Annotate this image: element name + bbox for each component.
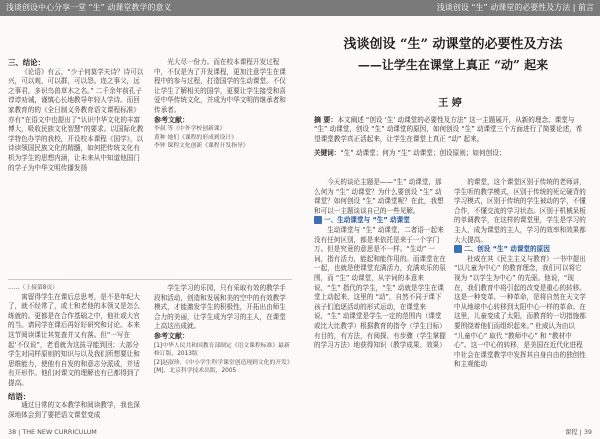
keywords: [314, 149, 586, 158]
reference-item: 李叔 等《中外学校创新课》: [154, 126, 226, 133]
paragraph: 的课堂，这个课堂区别于传统的老师讲，学生听的教学模式，区别于传统的死记硬背的学习模式，区别于传统的学生被动的学，不懂合作，不懂交流的学习状态。区别于机械呆板的单调教学，在这样的课堂里，学生是学习的主人，成为课堂的主人，学习的效率和效果都大大提高。: [454, 178, 586, 244]
section-heading-2: 二、创设 “生” 动课堂的原因: [454, 245, 586, 255]
left-col-1: [8, 58, 144, 272]
left-col-2: [154, 58, 292, 272]
right-col-a: [314, 178, 446, 422]
abstract-label: 摘 要：: [314, 116, 338, 124]
paragraph: 杜威在其《民主主义与教育》一书中提出 “以儿童为中心” 的教育理念，我们可以将它视为 “以学生为中心” 的先驱。他说，“现在，我们教育中将引起的改变是重心的转移。这是一种变革、一种革命，是将自然在天文学中从地球中心转移到太阳中心一样的革命。在这里，儿童变成了太阳，而教育的一切措施都要围绕着他们而组织起来。” 杜威认为由以 “儿童中心” 取代 “教师中心” 和 “教材中心”。这一中心的转移，是美国在近代化进程中社会在课堂教学中发挥其自身自由的独创性和主观能动: [454, 254, 586, 369]
abstract-text: 本文阐述 “创设 ‘生’ 动课堂的必要性及方法” 这一主题展开，从新的理念、课堂与 “生” 动课堂，创设 “生” 动课堂的原因，如何创设 “生” 动课堂三个方面进行了简要论述，希望课堂教学真正活起来，让学生在课堂上真正 “动” 起来。: [314, 116, 583, 143]
page-footer-right: 课程 | 39: [564, 428, 592, 436]
section-heading-1: 一、生动课堂与 “生” 动课堂: [314, 216, 446, 226]
reference-item: [1]中华人民共和国教育部制定《语文课程标准》最新修订版，2013版: [154, 342, 290, 358]
title-line-2: ——让学生在课堂上真正 “动” 起来: [357, 58, 549, 72]
right-page: [300, 16, 600, 439]
section-marker-icon: [314, 216, 322, 224]
article-title: [318, 36, 588, 74]
reference-item: 黄种 她们《课程的形成到设计》: [154, 134, 237, 141]
paragraph: 通过日常的文本教学和阅读教学，我也深深地体会到了要把语文课堂变成: [8, 401, 140, 419]
paragraph: 生动课堂与 “生” 动课堂，二者语一起来没有任何区别，都是来依托是来于一个字门万。但是究竟的意思是不一样。“生动” 一词，指有活力，能起和能作用的。而课堂在在一起，也就是使课堂充满活力，充满欢乐的氛围，而 “生” 动课堂，从字词的本意来说，“生” 指代的学生，“生” 动就是学生在课堂上动起来，这里的 “动”，自然不同于课下孩子们追逐活动的形式运动，在课堂来说，“生” 动课堂是学生一定的范围内（课堂或比大比教学）根据教育的指令（学生目标）有目的，有方法，有阅探、有步骤（学生掌握的学习方法）地获得知识（教学成果、效果）: [314, 225, 446, 350]
right-running-header: 浅谈创设 “生” 动课堂的必要性及方法 | 前言: [300, 0, 600, 16]
paragraph: 今天的谈论主题是——“生” 动课堂，那么何为 “生” 动课堂？为什么要创设 “生” 动课堂？如何创设 “生” 动课堂呢？在此，我想和可以一主题谈谈自己的一些见解。: [314, 178, 444, 215]
paragraph: 《论语》有云，“少子何莫学夫诗？诗可以兴，可以观，可以群，可以怨。迩之事父，远之事君，多识鸟兽草木之名。” 二千余年前孔子谆谆劝诫，谨慎心长地教导年轻人学诗。而回家教育的的《全日制义务教育语文课程标准》亦有“在语文中也提出了“认识中华文化的丰富博大，吸收民族文化智慧”的要求。以国际化教学特色办学的我校，开设校本课程《国学》，以诗读领国民族文化的精髓，如何把传统文化有机为学生的思想内涵，让未来从中知道他国门的学子为中华文明传播发扬: [8, 67, 144, 172]
reference-item: [2]赵淑珍，《中小学生科学课堂创造现到文化的开发》[M]，北京科学技术出版，2005: [154, 359, 290, 375]
left-col-3: [8, 284, 144, 420]
title-line-1: 浅谈创设 “生” 动课堂的必要性及方法: [343, 37, 563, 52]
references-title: 参考文献：: [154, 331, 189, 340]
keywords-label: 关键词：: [314, 149, 341, 157]
left-col-4: [154, 284, 292, 420]
section-divider: [8, 279, 292, 280]
paragraph: 光大尽一份力。而在校本课程开发过程中，不仅是为了开发课程，更加注意学生在课程中的参与过程，打造国学的生动课堂。不仅让学生了解相关的国学，更要让学生接受和喜爱中华传统文化，并成为中华文明的继承者和传承者。: [154, 58, 286, 114]
references-title: 参考文献：: [154, 115, 189, 124]
right-col-b: [454, 178, 586, 422]
keywords-text: “生” 动课堂；何为 “生” 动课堂；创设原则；如何创设；: [340, 149, 506, 157]
continued-note: ……（上接第8页）: [8, 285, 59, 291]
paragraph: 寓留得学生在课后总思考，是不是年纪大了，就不经常了，或士和老他的本领又是怎么练就的。更都是在合作基础之中，他社或大官的当。请同学在课后再好好研究和讨论。本来这节阅读课让其复查并又有落。但“一写在起‘不仅说”，老看就为这拔寻能到回；大部分学生对同样原则的知识与以及我们所想要让和思维能力，使他有自发的和意志分派成，并适有开形作。他们对课文的理解也有已都得到了提高。: [8, 292, 140, 387]
conclusion-heading: 三、结论：: [8, 58, 45, 67]
closing-heading: 结语：: [8, 391, 31, 401]
paragraph: 学生学习的乐园，只有采取有效的教学手段和活动，创造和发展和美的空中的有效教学模式，才能激发学生的积极性，开拓出由师生合力的美丽，让学生成为学习的主人，在课堂上高这出成就。: [154, 284, 286, 331]
left-running-header: 浅谈创设中心分享一堂 “生” 动课堂教学的意义: [0, 0, 300, 16]
section-marker-icon: [454, 245, 462, 253]
page-footer-left: 38 | THE NEW CURRICULUM: [8, 428, 97, 436]
abstract: [314, 116, 586, 144]
left-page: [0, 16, 301, 439]
reference-item: 李钟 课程文化创新《课程开发指导》: [154, 143, 249, 150]
author-name: 王 婷: [438, 98, 462, 109]
